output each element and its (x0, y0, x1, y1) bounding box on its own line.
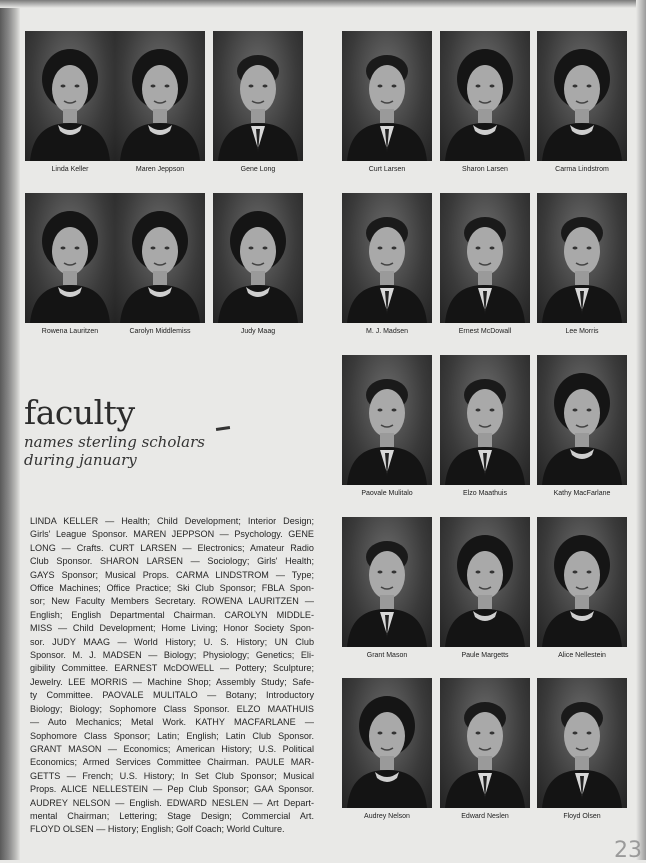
description-line: — Auto Mechanics; Metal Work. KATHY MACFARLANE — (30, 717, 314, 728)
faculty-portrait-card (440, 31, 530, 173)
description-line: mental Chairman; Lettering; Stage Design; Commercial Art. (30, 810, 314, 821)
faculty-descriptions (30, 515, 314, 837)
description-line: Office Machines; Office Practice; Ski Club Sponsor; FBLA Spon- (30, 583, 314, 594)
portrait-caption: Rowena Lauritzen (41, 328, 99, 335)
portrait-photo (213, 31, 303, 161)
description-line: sor; New Faculty Members Secretary. ROWENA LAURITZEN — (30, 596, 314, 607)
portrait-caption: M. J. Madsen (365, 328, 408, 335)
portrait-silhouette-icon (342, 355, 432, 485)
portrait-photo (537, 678, 627, 808)
portrait-silhouette-icon (342, 517, 432, 647)
portrait-caption: Judy Maag (240, 328, 276, 335)
description-line: Girls' League Sponsor. MAREN JEPPSON — Psychology. GENE (30, 529, 314, 540)
faculty-portrait-card (537, 193, 627, 335)
description-line: Sophomore Class Sponsor; Latin; English; Latin Club Sponsor. (30, 730, 314, 741)
portrait-photo (440, 517, 530, 647)
description-line: ty Committee. PAOVALE MULITALO — Botany; Introductory (30, 690, 314, 701)
portrait-photo (440, 678, 530, 808)
portrait-silhouette-icon (537, 31, 627, 161)
portrait-photo (115, 31, 205, 161)
faculty-portrait-card (213, 31, 303, 173)
portrait-silhouette-icon (440, 517, 530, 647)
portrait-photo (213, 193, 303, 323)
section-heading (24, 395, 205, 469)
portrait-caption: Ernest McDowall (458, 328, 512, 335)
portrait-photo (342, 355, 432, 485)
description-line: AUDREY NELSON — English. EDWARD NESLEN — Art Depart- (30, 797, 314, 808)
portrait-photo (25, 31, 115, 161)
subtitle-line-1: names sterling scholars (24, 433, 205, 451)
description-line: Biology; Biology; Sophomore Class Sponsor. ELZO MAATHUIS (30, 703, 314, 714)
portrait-photo (440, 31, 530, 161)
portrait-caption: Gene Long (240, 166, 276, 173)
portrait-silhouette-icon (342, 678, 432, 808)
portrait-silhouette-icon (440, 355, 530, 485)
portrait-photo (115, 193, 205, 323)
faculty-portrait-card (537, 678, 627, 820)
portrait-photo (342, 678, 432, 808)
portrait-photo (342, 517, 432, 647)
portrait-silhouette-icon (537, 355, 627, 485)
portrait-caption: Alice Nellestein (558, 652, 606, 659)
portrait-photo (537, 31, 627, 161)
faculty-title: faculty (24, 393, 135, 432)
portrait-photo (342, 31, 432, 161)
portrait-caption: Elzo Maathuis (463, 490, 507, 497)
portrait-silhouette-icon (537, 678, 627, 808)
description-line: FLOYD OLSEN — History; English; Golf Coach; World Culture. (30, 824, 285, 835)
description-line: gibility Committee. EARNEST McDOWELL — Pottery; Sculpture; (30, 663, 314, 674)
faculty-portrait-card (440, 355, 530, 497)
portrait-caption: Floyd Olsen (563, 813, 601, 820)
portrait-photo (537, 517, 627, 647)
portrait-silhouette-icon (25, 193, 115, 323)
portrait-caption: Lee Morris (565, 328, 599, 335)
faculty-portrait-card (342, 31, 432, 173)
portrait-photo (440, 193, 530, 323)
portrait-photo (537, 355, 627, 485)
pen-mark-dash (216, 426, 230, 431)
portrait-silhouette-icon (213, 193, 303, 323)
portrait-caption: Paule Margetts (461, 652, 509, 659)
faculty-portrait-card (115, 193, 205, 335)
book-spine-shadow (0, 0, 20, 860)
portrait-caption: Paovale Mulitalo (361, 490, 413, 497)
portrait-silhouette-icon (440, 193, 530, 323)
faculty-portrait-card (537, 355, 627, 497)
portrait-caption: Carma Lindstrom (555, 166, 609, 173)
description-line: MISS — Child Development; Home Living; Honor Society Spon- (30, 623, 314, 634)
portrait-silhouette-icon (537, 517, 627, 647)
faculty-portrait-card (537, 517, 627, 659)
portrait-silhouette-icon (537, 193, 627, 323)
portrait-caption: Linda Keller (51, 166, 89, 173)
description-line: Props. ALICE NELLESTEIN — Pep Club Sponsor; GAA Sponsor. (30, 784, 314, 795)
portrait-caption: Sharon Larsen (462, 166, 508, 173)
description-line: LONG — Crafts. CURT LARSEN — Electronics; Amateur Radio (30, 542, 314, 553)
faculty-portrait-card (25, 31, 115, 173)
faculty-portrait-card (342, 193, 432, 335)
description-line: LINDA KELLER — Health; Child Development; Interior Design; (30, 516, 314, 526)
description-line: GAYS Sponsor; Musical Props. CARMA LINDSTROM — Type; (30, 569, 314, 580)
faculty-portrait-card (342, 517, 432, 659)
faculty-portrait-card (342, 678, 432, 820)
portrait-silhouette-icon (25, 31, 115, 161)
faculty-portrait-card (342, 355, 432, 497)
portrait-photo (25, 193, 115, 323)
portrait-photo (342, 193, 432, 323)
page-number: 23 (614, 838, 642, 863)
faculty-portrait-card (115, 31, 205, 173)
description-line: Club Sponsor. SHARON LARSEN — Sociology; Girls' Health; (30, 556, 314, 567)
portrait-silhouette-icon (342, 193, 432, 323)
portrait-caption: Carolyn Middlemiss (129, 328, 191, 335)
portrait-silhouette-icon (342, 31, 432, 161)
subtitle-line-2: during january (24, 451, 137, 469)
portrait-caption: Audrey Nelson (364, 813, 410, 820)
faculty-portrait-card (25, 193, 115, 335)
faculty-portrait-card (213, 193, 303, 335)
description-line: Sponsor. M. J. MADSEN — Biology; Physiology; Genetics; Eli- (30, 650, 314, 661)
heading-subtitle (24, 433, 205, 469)
description-line: English; English Departmental Chairman. CAROLYN MIDDLE- (30, 609, 314, 620)
portrait-silhouette-icon (213, 31, 303, 161)
description-line: Jewelry. LEE MORRIS — Machine Shop; Assembly Study; Safe- (30, 676, 314, 687)
description-line: GETTS — French; U.S. History; In Set Club Sponsor; Musical (30, 770, 314, 781)
description-line: GRANT MASON — Economics; American History; U.S. Political (30, 743, 314, 754)
portrait-silhouette-icon (440, 31, 530, 161)
faculty-portrait-card (440, 193, 530, 335)
faculty-portrait-card (440, 678, 530, 820)
portrait-photo (440, 355, 530, 485)
faculty-portrait-card (537, 31, 627, 173)
faculty-portrait-card (440, 517, 530, 659)
portrait-caption: Maren Jeppson (135, 166, 185, 173)
portrait-caption: Kathy MacFarlane (553, 490, 611, 497)
description-line: Economics; Armed Services Committee Chairman. PAULE MAR- (30, 757, 314, 768)
portrait-silhouette-icon (115, 193, 205, 323)
portrait-silhouette-icon (440, 678, 530, 808)
portrait-caption: Curt Larsen (368, 166, 406, 173)
description-line: sor. JUDY MAAG — World History; U. S. History; UN Club (30, 636, 314, 647)
portrait-silhouette-icon (115, 31, 205, 161)
page-right-edge (636, 0, 646, 860)
portrait-caption: Grant Mason (366, 652, 408, 659)
page-top-edge (0, 0, 646, 8)
portrait-photo (537, 193, 627, 323)
portrait-caption: Edward Neslen (461, 813, 509, 820)
